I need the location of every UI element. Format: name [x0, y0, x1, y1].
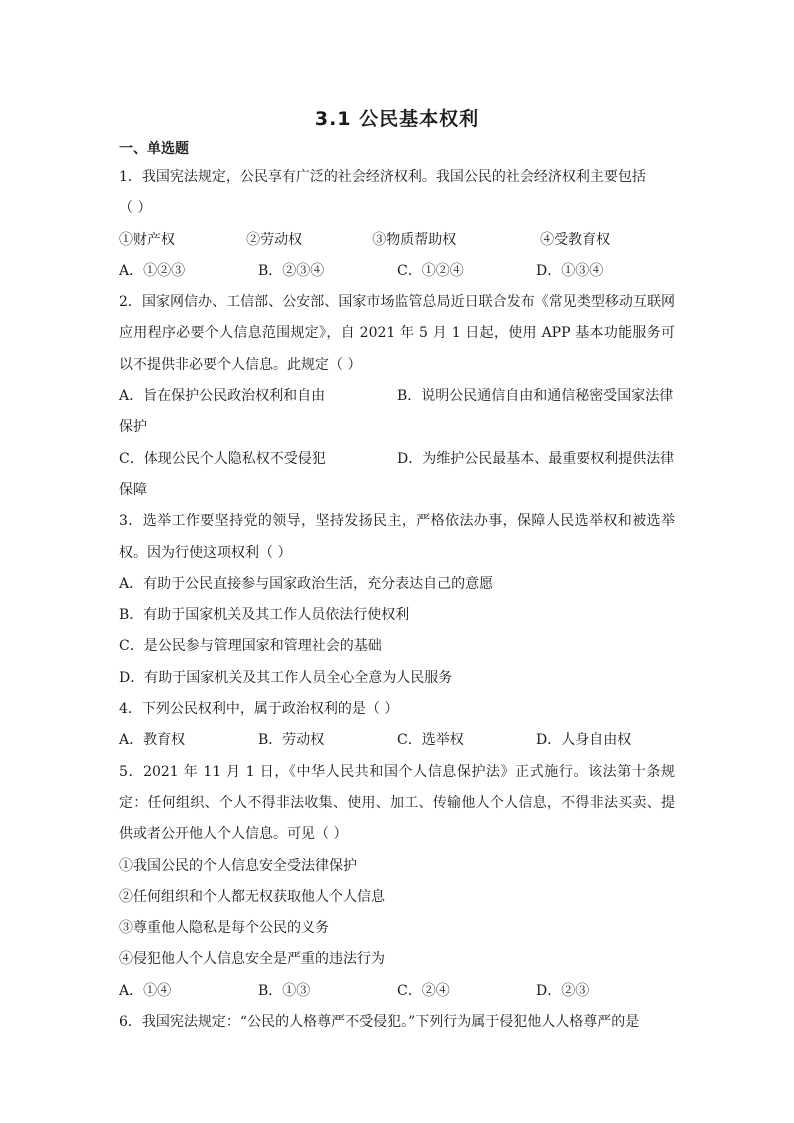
- choice-b-continued: 保护: [119, 419, 147, 436]
- question-5-choices: [119, 976, 675, 1007]
- question-1-choices: [119, 256, 675, 287]
- choice-b: B．①③: [258, 982, 311, 999]
- choice-b: B．说明公民通信自由和通信秘密受国家法律: [397, 388, 674, 405]
- question-4-stem: 4．下列公民权利中，属于政治权利的是（ ）: [119, 701, 399, 718]
- choice-c: C．②④: [397, 982, 450, 999]
- choice-a: A．①②③: [119, 262, 186, 279]
- choice-b: B．有助于国家机关及其工作人员依法行使权利: [119, 607, 410, 624]
- choice-a: A．教育权: [119, 732, 186, 749]
- question-1: [119, 162, 675, 287]
- choice-d: D．人身自由权: [536, 732, 632, 749]
- section-heading: 一、单选题: [119, 141, 189, 157]
- document-title: 3.1 公民基本权利: [314, 108, 480, 130]
- question-4: [119, 694, 675, 757]
- choice-c: C．体现公民个人隐私权不受侵犯: [119, 450, 326, 467]
- choice-b: B．②③④: [258, 262, 325, 279]
- question-1-blank: （ ）: [119, 200, 152, 217]
- choice-d: D．有助于国家机关及其工作人员全心全意为人民服务: [119, 669, 453, 686]
- item: ②劳动权: [246, 231, 303, 248]
- question-5-stem: 5．2021 年 11 月 1 日，《中华人民共和国个人信息保护法》正式施行。该法第十条规定：任何组织、个人不得非法收集、使用、加工、传输他人个人信息，不得非法买卖、提供或者公开他人个人信息。可见（ ）: [119, 763, 675, 843]
- question-5: [119, 757, 675, 1007]
- question-2-stem: 2．国家网信办、工信部、公安部、国家市场监管总局近日联合发布《常见类型移动互联网应用程序必要个人信息范围规定》，自 2021 年 5 月 1 日起，使用 APP 基本功能服务可以不提供非必要个人信息。此规定（ ）: [119, 294, 675, 373]
- choice-a: A．①④: [119, 982, 172, 999]
- choice-d: D．①③④: [536, 262, 604, 279]
- question-3-stem: 3．选举工作要坚持党的领导，坚持发扬民主，严格依法办事，保障人民选举权和被选举权。因为行使这项权利（ ）: [119, 513, 675, 561]
- item: ④侵犯他人个人信息安全是严重的违法行为: [119, 951, 385, 968]
- question-2: [119, 287, 675, 506]
- item: ①我国公民的个人信息安全受法律保护: [119, 857, 357, 874]
- item: ④受教育权: [540, 231, 611, 248]
- choice-b: B．劳动权: [258, 732, 325, 749]
- choice-d-continued: 保障: [119, 481, 147, 498]
- item: ①财产权: [119, 231, 175, 248]
- choice-a: A．有助于公民直接参与国家政治生活，充分表达自己的意愿: [119, 575, 494, 592]
- question-6-stem: 6．我国宪法规定：“公民的人格尊严不受侵犯。”下列行为属于侵犯他人人格尊严的是: [119, 1014, 640, 1031]
- question-2-choices-cd: [119, 444, 675, 475]
- choice-d: D．为维护公民最基本、最重要权利提供法律: [397, 450, 675, 467]
- question-6: [119, 1007, 675, 1038]
- question-1-items: [119, 225, 675, 256]
- question-4-choices: [119, 725, 675, 756]
- item: ③尊重他人隐私是每个公民的义务: [119, 920, 329, 937]
- question-2-choices-ab: [119, 381, 675, 412]
- item: ③物质帮助权: [372, 231, 457, 248]
- question-1-stem: 1．我国宪法规定，公民享有广泛的社会经济权利。我国公民的社会经济权利主要包括: [119, 169, 646, 185]
- choice-c: C．①②④: [397, 262, 464, 279]
- document-body: [119, 140, 675, 1038]
- choice-a: A．旨在保护公民政治权利和自由: [119, 388, 326, 405]
- choice-d: D．②③: [536, 982, 590, 999]
- question-3: [119, 506, 675, 694]
- choice-c: C．是公民参与管理国家和管理社会的基础: [119, 638, 382, 655]
- item: ②任何组织和个人都无权获取他人个人信息: [119, 888, 385, 905]
- choice-c: C．选举权: [397, 732, 464, 749]
